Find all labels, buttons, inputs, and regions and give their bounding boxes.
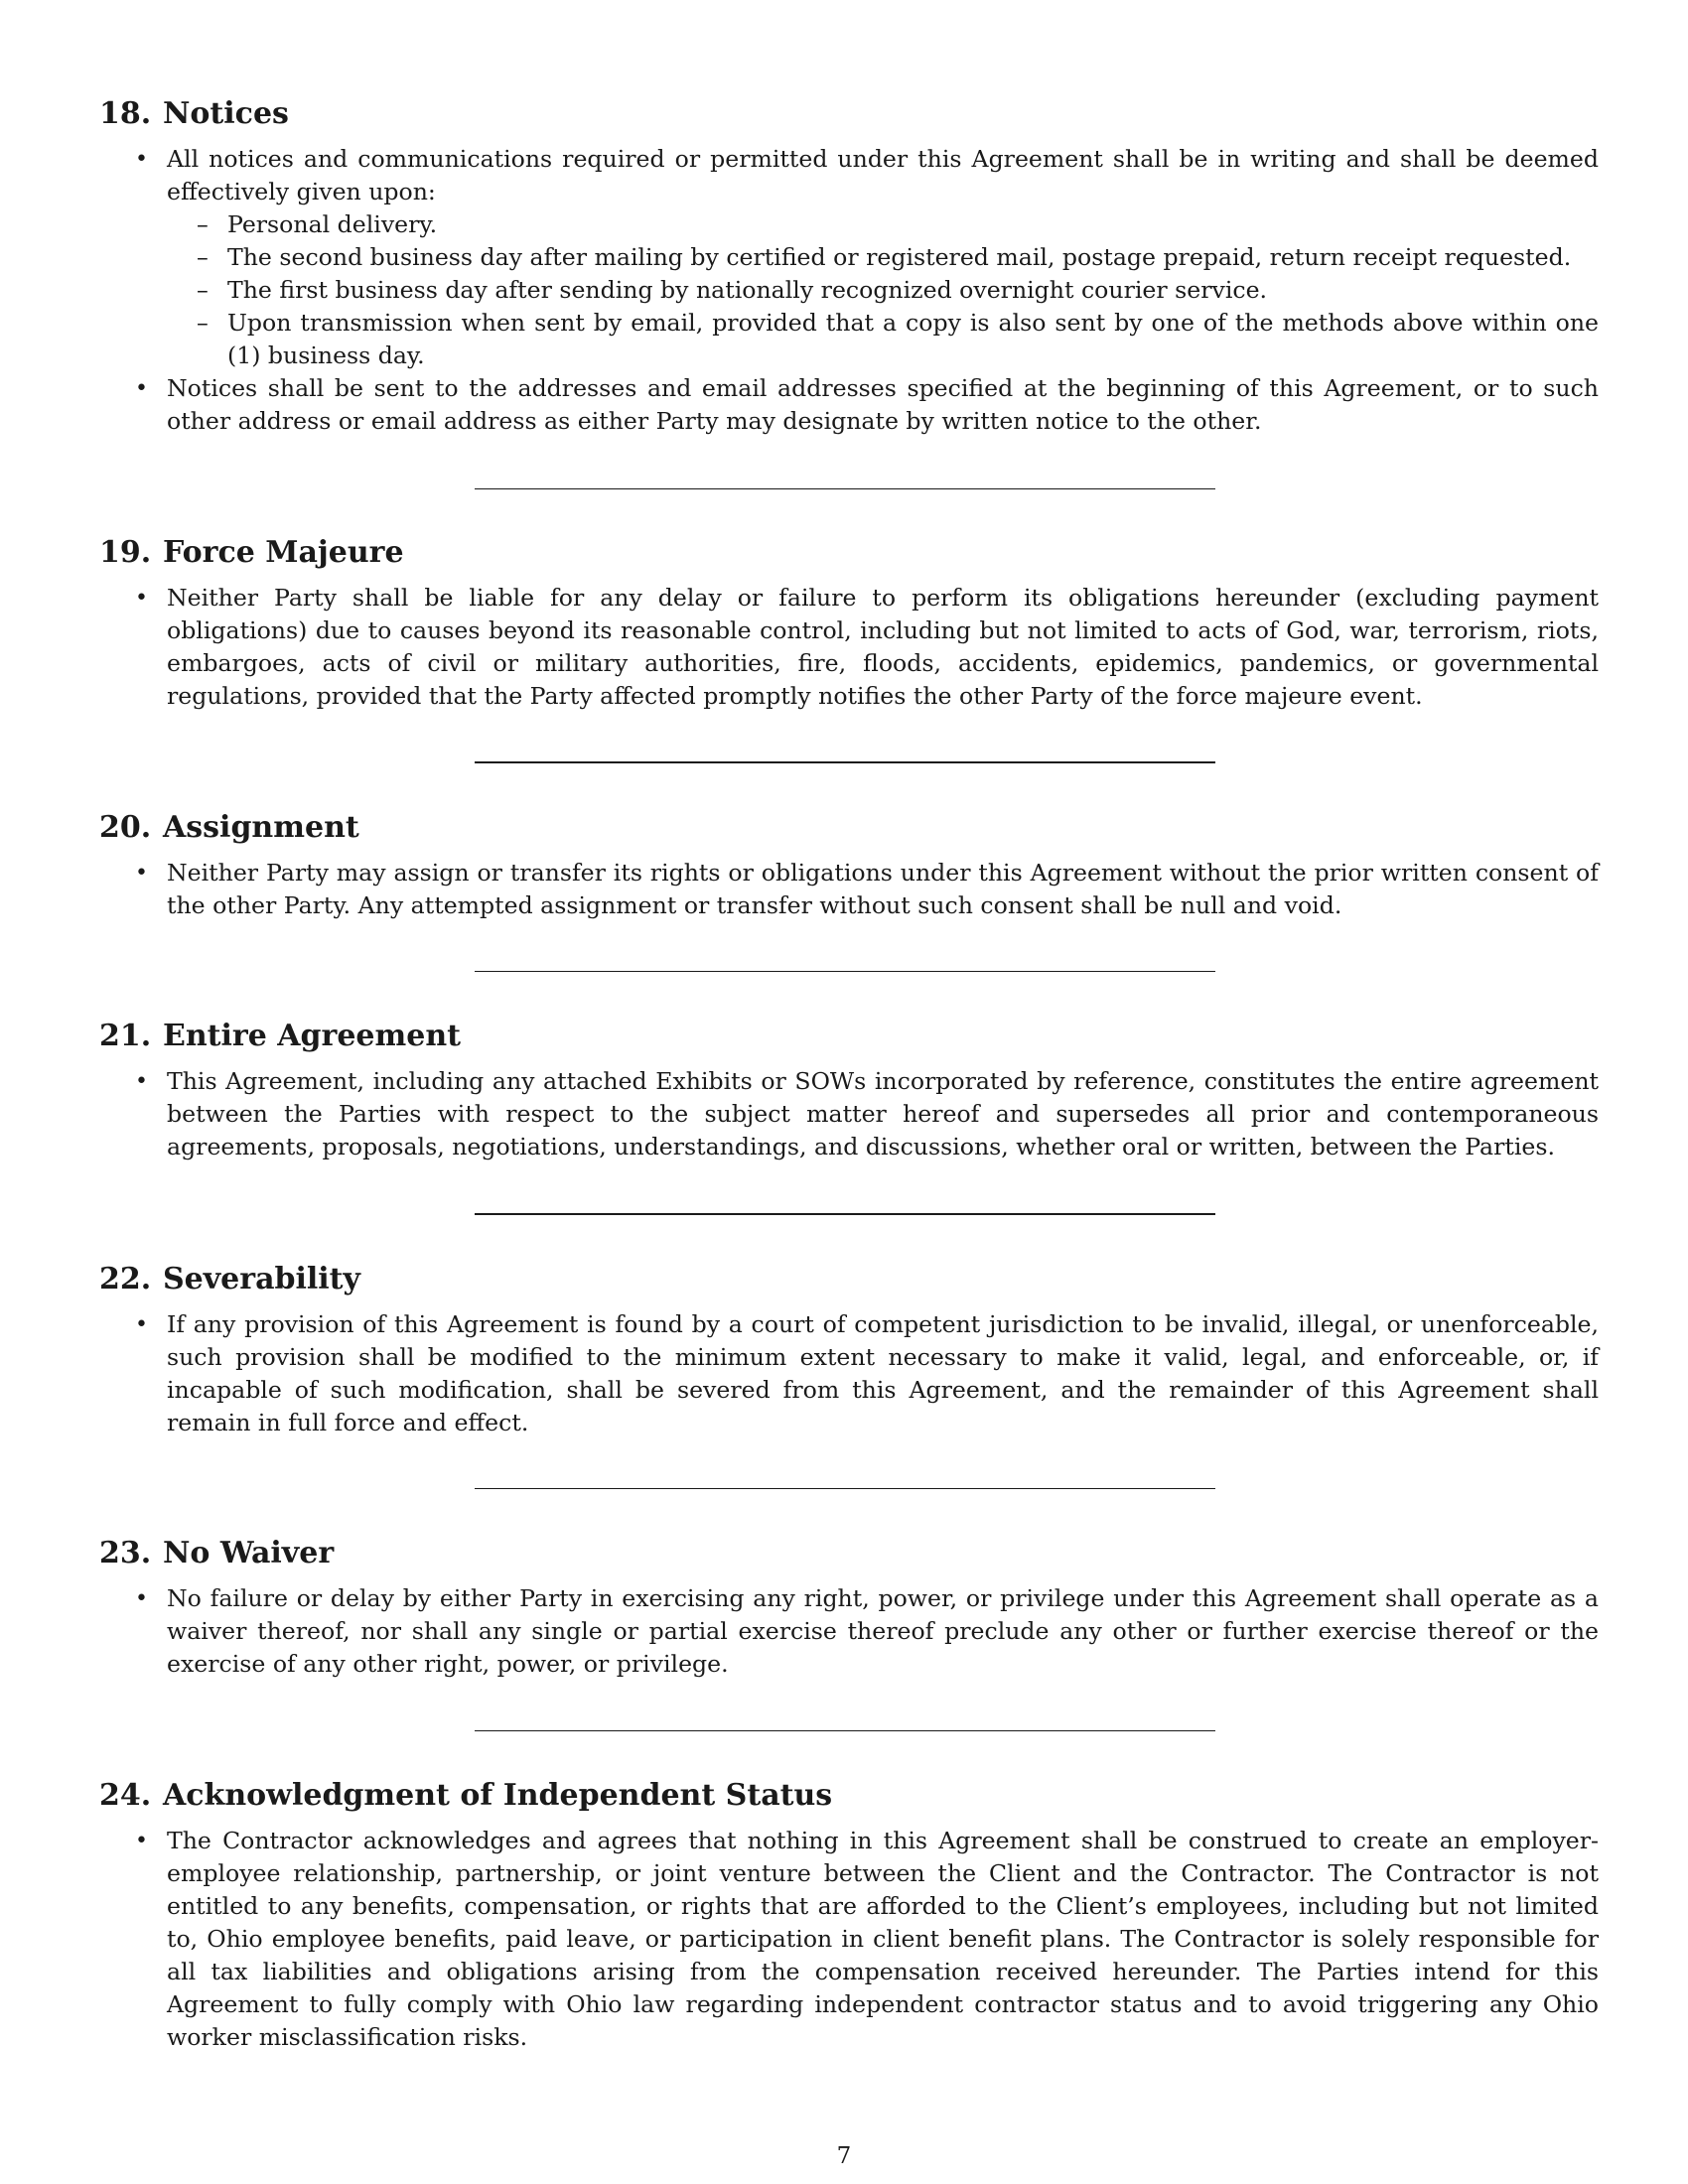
bullet-list: [99, 1065, 1599, 1163]
section-number: 22.: [99, 1262, 152, 1297]
bullet-item: • No failure or delay by either Party in exercising any right, power, or privilege under this Agreement shall operate as a waiver thereof, nor shall any single or partial exercise thereof preclude any other or further exercise thereof or the exercise of any other right, power, or privilege.: [99, 1582, 1599, 1681]
section-heading: [99, 1535, 1599, 1572]
bullet-item: • Neither Party shall be liable for any delay or failure to perform its obligations hereunder (excluding payment obligations) due to causes beyond its reasonable control, including but not limited to acts of God, war, terrorism, riots, embargoes, acts of civil or military authorities, fire, floods, accidents, epidemics, pandemics, or governmental regulations, provided that the Party affected promptly notifies the other Party of the force majeure event.: [99, 582, 1599, 713]
section-title: Severability: [163, 1262, 360, 1297]
bullet-item: [99, 143, 1599, 372]
section-number: 24.: [99, 1778, 152, 1813]
section-force-majeure: [99, 534, 1599, 713]
section-heading: [99, 95, 1599, 133]
section-divider: [475, 1730, 1215, 1731]
bullet-item: • The Contractor acknowledges and agrees that nothing in this Agreement shall be construed to create an employer-employee relationship, partnership, or joint venture between the Client and the Contractor. The Contractor is not entitled to any benefits, compensation, or rights that are afforded to the Client’s employees, including but not limited to, Ohio employee benefits, paid leave, or participation in client benefit plans. The Contractor is solely responsible for all tax liabilities and obligations arising from the compensation received hereunder. The Parties intend for this Agreement to fully comply with Ohio law regarding independent contractor status and to avoid triggering any Ohio worker misclassification risks.: [99, 1825, 1599, 2054]
section-title: Entire Agreement: [163, 1019, 461, 1053]
page-number: 7: [836, 2143, 852, 2169]
section-notices: [99, 95, 1599, 438]
sub-item: – Personal delivery.: [167, 208, 1599, 241]
sub-list: [167, 208, 1599, 372]
section-title: No Waiver: [163, 1536, 335, 1570]
section-title: Notices: [163, 96, 289, 131]
section-independent-status: [99, 1777, 1599, 2054]
section-heading: [99, 534, 1599, 572]
bullet-list: [99, 1582, 1599, 1681]
section-heading: [99, 809, 1599, 847]
section-heading: [99, 1261, 1599, 1298]
section-title: Force Majeure: [163, 535, 404, 570]
section-no-waiver: [99, 1535, 1599, 1681]
section-number: 21.: [99, 1019, 152, 1053]
sub-item: – The second business day after mailing by certified or registered mail, postage prepaid, return receipt requested.: [167, 241, 1599, 274]
section-number: 18.: [99, 96, 152, 131]
bullet-text: All notices and communications required or permitted under this Agreement shall be in writing and shall be deemed effectively given upon:: [167, 145, 1599, 205]
sub-item: – The first business day after sending by nationally recognized overnight courier service.: [167, 274, 1599, 307]
section-number: 23.: [99, 1536, 152, 1570]
bullet-item: • Neither Party may assign or transfer its rights or obligations under this Agreement without the prior written consent of the other Party. Any attempted assignment or transfer without such consent shall be null and void.: [99, 857, 1599, 922]
section-title: Assignment: [163, 810, 359, 845]
section-divider: [475, 761, 1215, 763]
section-assignment: [99, 809, 1599, 922]
sub-item: – Upon transmission when sent by email, provided that a copy is also sent by one of the methods above within one (1) business day.: [167, 307, 1599, 372]
section-divider: [475, 1213, 1215, 1215]
section-divider: [475, 488, 1215, 489]
section-number: 20.: [99, 810, 152, 845]
bullet-item: • This Agreement, including any attached Exhibits or SOWs incorporated by reference, constitutes the entire agreement between the Parties with respect to the subject matter hereof and supersedes all prior and contemporaneous agreements, proposals, negotiations, understandings, and discussions, whether oral or written, between the Parties.: [99, 1065, 1599, 1163]
bullet-item: • Notices shall be sent to the addresses and email addresses specified at the beginning of this Agreement, or to such other address or email address as either Party may designate by written notice to the other.: [99, 372, 1599, 438]
bullet-list: [99, 1308, 1599, 1439]
section-entire-agreement: [99, 1018, 1599, 1163]
section-heading: [99, 1777, 1599, 1815]
bullet-list: [99, 1825, 1599, 2054]
section-title: Acknowledgment of Independent Status: [163, 1778, 833, 1813]
bullet-list: [99, 857, 1599, 922]
bullet-list: [99, 143, 1599, 438]
bullet-list: [99, 582, 1599, 713]
section-divider: [475, 1488, 1215, 1489]
section-heading: [99, 1018, 1599, 1055]
section-number: 19.: [99, 535, 152, 570]
section-divider: [475, 971, 1215, 972]
bullet-item: • If any provision of this Agreement is found by a court of competent jurisdiction to be invalid, illegal, or unenforceable, such provision shall be modified to the minimum extent necessary to make it valid, legal, and enforceable, or, if incapable of such modification, shall be severed from this Agreement, and the remainder of this Agreement shall remain in full force and effect.: [99, 1308, 1599, 1439]
section-severability: [99, 1261, 1599, 1439]
